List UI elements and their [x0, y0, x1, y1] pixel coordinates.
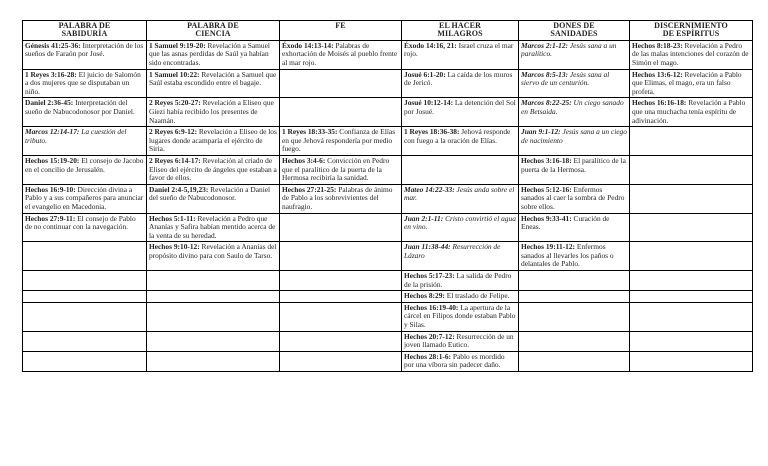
table-cell-ciencia — [147, 331, 280, 351]
passage-description: Revelación a Pedro de las malas intenciones del corazón de Simón el mago. — [632, 40, 749, 67]
scripture-reference: Éxodo 14:13-14: — [282, 40, 334, 50]
passage-description: Pablo es mordido por una víbora sin padecer daño. — [404, 351, 505, 370]
passage-description: Revelación a Eliseo que Giezi había recibido los presentes de Naamán. — [149, 98, 274, 125]
table-cell-discernimiento — [630, 40, 753, 69]
passage-description: La apertura de la cárcel en Filipos donde estaban Pablo y Silas. — [404, 302, 516, 330]
passage-description: Jesús sana a un ciego de nacimiento — [521, 127, 627, 145]
table-cell-sabiduria — [23, 302, 147, 331]
table-cell-fe — [280, 291, 402, 303]
passage-description: La salida de Pedro de la prisión. — [404, 271, 512, 289]
passage-description: La caída de los muros de Jericó. — [404, 69, 513, 88]
table-cell-sabiduria — [23, 127, 147, 156]
passage-description: Revelación al criado de Eliseo del ejército de ángeles que estaban a favor de ellos. — [149, 155, 277, 183]
table-body — [23, 40, 753, 371]
passage-description: Revelación a Pedro que Ananías y Safira habían mentido acerca de la venta de su heredad. — [149, 213, 276, 240]
scripture-reference: Hechos 9:10-12: — [149, 242, 200, 252]
table-cell-sanidades — [519, 213, 630, 242]
table-cell-fe — [280, 242, 402, 271]
scripture-reference: Juan 9:1-12: — [521, 127, 561, 137]
table-cell-sabiduria — [23, 184, 147, 213]
passage-description: Cristo convirtió el agua en vino. — [404, 213, 516, 232]
passage-description: Revelación a Pablo que una muchacha tenía espíritu de adivinación. — [632, 98, 746, 125]
table-cell-discernimiento — [630, 155, 753, 184]
passage-description: Interpretación de los sueños de Faraón por José. — [25, 40, 144, 59]
table-cell-milagros — [402, 40, 519, 69]
table-row — [23, 302, 753, 331]
passage-description: La cuestión del tributo. — [25, 127, 127, 145]
gifts-table-container — [22, 20, 752, 372]
table-cell-sabiduria — [23, 271, 147, 291]
scripture-reference: Hechos 16:9-10: — [25, 184, 76, 194]
scripture-reference: Hechos 8:29: — [404, 291, 445, 301]
scripture-reference: Daniel 2:4-5,19,23: — [149, 184, 209, 194]
table-cell-discernimiento — [630, 271, 753, 291]
table-row — [23, 291, 753, 303]
table-cell-sabiduria — [23, 351, 147, 371]
table-cell-ciencia — [147, 184, 280, 213]
table-cell-sanidades — [519, 98, 630, 127]
passage-description: Dirección divina a Pablo y a sus compañeros para anunciar el evangelio en Macedonia. — [25, 184, 144, 211]
column-header-line: SANIDADES — [550, 29, 598, 39]
table-row — [23, 242, 753, 271]
table-cell-sanidades — [519, 127, 630, 156]
header-row — [23, 21, 753, 41]
passage-description: Confianza de Elías en que Jehová respondería por medio fuego. — [282, 127, 396, 154]
table-cell-fe — [280, 98, 402, 127]
passage-description: Jehová responde con fuego a la oración de Elías. — [404, 127, 511, 145]
table-cell-fe — [280, 271, 402, 291]
passage-description: El juicio de Salomón a dos mujeres que se disputaban un niño. — [25, 69, 141, 96]
passage-description: Israel cruza el mar rojo. — [404, 40, 514, 59]
table-cell-sanidades — [519, 302, 630, 331]
column-header-discernimiento — [630, 21, 753, 41]
table-row — [23, 184, 753, 213]
table-cell-ciencia — [147, 271, 280, 291]
table-cell-fe — [280, 127, 402, 156]
scripture-reference: 2 Reyes 6:9-12: — [149, 127, 198, 137]
table-cell-ciencia — [147, 291, 280, 303]
passage-description: El consejo de Jacobo en el concilio de Jerusalén. — [25, 155, 144, 174]
scripture-reference: Hechos 27:9-11: — [25, 213, 76, 223]
table-cell-sanidades — [519, 69, 630, 98]
passage-description: Palabras de ánimo de Pablo a los sobrevivientes del naufragio. — [282, 184, 393, 211]
table-cell-ciencia — [147, 155, 280, 184]
table-cell-sabiduria — [23, 69, 147, 98]
table-cell-fe — [280, 155, 402, 184]
scripture-reference: 1 Reyes 18:36-38: — [404, 127, 460, 137]
scripture-reference: 2 Reyes 5:20-27: — [149, 98, 201, 108]
passage-description: Revelación a Ananías del propósito divino para con Saulo de Tarso. — [149, 242, 277, 260]
passage-description: Palabras de exhortación de Moisés al pueblo frente al mar rojo. — [282, 40, 398, 67]
column-header-line: MILAGROS — [437, 29, 483, 39]
scripture-reference: Juan 2:1-11: — [404, 213, 444, 223]
table-cell-fe — [280, 331, 402, 351]
passage-description: Interpretación del sueño de Nabucodonosor por Daniel. — [25, 98, 135, 116]
column-header-line: FE — [335, 21, 346, 30]
table-cell-sanidades — [519, 351, 630, 371]
scripture-reference: Génesis 41:25-36: — [25, 40, 81, 50]
passage-description: La detención del Sol por Josué. — [404, 98, 516, 116]
table-cell-ciencia — [147, 127, 280, 156]
passage-description: Un ciego sanado en Betsaida. — [521, 98, 624, 116]
spiritual-gifts-table — [22, 20, 753, 372]
table-cell-milagros — [402, 127, 519, 156]
table-cell-sabiduria — [23, 213, 147, 242]
table-cell-fe — [280, 213, 402, 242]
scripture-reference: Josué 6:1-20: — [404, 69, 446, 79]
table-cell-milagros — [402, 98, 519, 127]
scripture-reference: 1 Reyes 3:16-28: — [25, 69, 77, 79]
scripture-reference: Hechos 15:19-20: — [25, 155, 80, 165]
table-cell-sanidades — [519, 40, 630, 69]
table-cell-ciencia — [147, 302, 280, 331]
column-header-fe — [280, 21, 402, 41]
scripture-reference: Mateo 14:22-33: — [404, 184, 455, 194]
column-header-line: DONES DE — [553, 21, 595, 30]
column-header-line: SABIDURÍA — [61, 29, 108, 39]
table-row — [23, 98, 753, 127]
table-cell-sanidades — [519, 271, 630, 291]
passage-description: Revelación a Samuel que Saúl estaba escondido entre el bagaje. — [149, 69, 277, 88]
table-cell-ciencia — [147, 351, 280, 371]
table-cell-sabiduria — [23, 291, 147, 303]
table-cell-discernimiento — [630, 242, 753, 271]
scripture-reference: Hechos 20:7-12: — [404, 331, 455, 341]
scripture-reference: Hechos 5:1-11: — [149, 213, 196, 223]
table-cell-sanidades — [519, 155, 630, 184]
table-row — [23, 155, 753, 184]
table-cell-sabiduria — [23, 40, 147, 69]
scripture-reference: 1 Samuel 10:22: — [149, 69, 200, 79]
table-cell-discernimiento — [630, 291, 753, 303]
table-cell-sanidades — [519, 331, 630, 351]
table-row — [23, 331, 753, 351]
table-cell-discernimiento — [630, 127, 753, 156]
passage-description: Revelación a Samuel que las asnas perdidas de Saúl ya habían sido encontradas. — [149, 40, 270, 67]
table-cell-sanidades — [519, 291, 630, 303]
table-cell-milagros — [402, 213, 519, 242]
passage-description: Jesús sana al siervo de un centurión. — [521, 69, 610, 88]
column-header-sabiduria — [23, 21, 147, 41]
table-row — [23, 40, 753, 69]
scripture-reference: Hechos 3:4-6: — [282, 155, 326, 165]
table-cell-discernimiento — [630, 213, 753, 242]
scripture-reference: Marcos 8:22-25: — [521, 98, 572, 108]
passage-description: Revelación a Eliseo de los lugares donde acamparía el ejército de Siria. — [149, 127, 277, 154]
passage-description: Jesús anda sobre el mar. — [404, 184, 515, 203]
passage-description: Curación de Eneas. — [521, 213, 610, 232]
passage-description: El paralítico de la puerta de la Hermosa. — [521, 155, 626, 174]
scripture-reference: Hechos 9:33-41: — [521, 213, 572, 223]
scripture-reference: Juan 11:38-44: — [404, 242, 451, 252]
column-header-line: DISCERNIMIENTO — [654, 21, 728, 30]
passage-description: El traslado de Felipe. — [444, 291, 510, 301]
table-cell-discernimiento — [630, 184, 753, 213]
scripture-reference: Daniel 2:36-45: — [25, 98, 74, 108]
table-cell-fe — [280, 302, 402, 331]
table-cell-sabiduria — [23, 98, 147, 127]
table-cell-fe — [280, 69, 402, 98]
table-row — [23, 271, 753, 291]
table-cell-fe — [280, 184, 402, 213]
passage-description: Convicción en Pedro que el paralítico de la puerta de la Hermosa recibiría la sanidad. — [282, 155, 390, 183]
passage-description: Jesús sana a un paralítico. — [521, 40, 617, 59]
table-cell-sanidades — [519, 242, 630, 271]
column-header-ciencia — [147, 21, 280, 41]
scripture-reference: 1 Reyes 18:33-35: — [282, 127, 338, 137]
column-header-line: PALABRA DE — [187, 21, 239, 30]
passage-description: El consejo de Pablo de no continuar con la navegación. — [25, 213, 136, 232]
table-cell-milagros — [402, 331, 519, 351]
scripture-reference: Hechos 5:12-16: — [521, 184, 572, 194]
passage-description: Revelación a Pablo que Elimas, el mago, era un falso profeta. — [632, 69, 742, 96]
table-cell-discernimiento — [630, 302, 753, 331]
table-cell-ciencia — [147, 242, 280, 271]
passage-description: Revelación a Daniel del sueño de Nabucodonosor. — [149, 184, 271, 203]
column-header-milagros — [402, 21, 519, 41]
table-row — [23, 69, 753, 98]
scripture-reference: Josué 10:12-14: — [404, 98, 454, 108]
scripture-reference: Hechos 8:18-23: — [632, 40, 683, 50]
table-cell-sabiduria — [23, 155, 147, 184]
table-cell-milagros — [402, 302, 519, 331]
table-cell-milagros — [402, 184, 519, 213]
column-header-line: PALABRA DE — [58, 21, 111, 30]
passage-description: Enfermos sanados al caer la sombra de Pedro sobre ellos. — [521, 184, 625, 211]
table-cell-milagros — [402, 351, 519, 371]
table-cell-discernimiento — [630, 351, 753, 371]
scripture-reference: Hechos 5:17-23: — [404, 271, 455, 281]
scripture-reference: Hechos 16:19-40: — [404, 302, 459, 312]
column-header-sanidades — [519, 21, 630, 41]
table-cell-sanidades — [519, 184, 630, 213]
scripture-reference: 1 Samuel 9:19-20: — [149, 40, 206, 50]
table-cell-discernimiento — [630, 98, 753, 127]
scripture-reference: Hechos 3:16-18: — [521, 155, 572, 165]
table-cell-ciencia — [147, 40, 280, 69]
table-cell-ciencia — [147, 69, 280, 98]
table-cell-ciencia — [147, 98, 280, 127]
scripture-reference: Hechos 16:16-18: — [632, 98, 687, 108]
table-row — [23, 351, 753, 371]
column-header-line: EL HACER — [439, 21, 481, 30]
scripture-reference: Marcos 12:14-17: — [25, 127, 80, 137]
table-cell-milagros — [402, 155, 519, 184]
column-header-line: CIENCIA — [195, 29, 231, 39]
table-cell-sabiduria — [23, 331, 147, 351]
table-cell-ciencia — [147, 213, 280, 242]
scripture-reference: Marcos 8:5-13: — [521, 69, 569, 79]
table-cell-fe — [280, 40, 402, 69]
table-row — [23, 213, 753, 242]
table-cell-milagros — [402, 271, 519, 291]
scripture-reference: Marcos 2:1-12: — [521, 40, 569, 50]
table-cell-fe — [280, 351, 402, 371]
column-header-line: DE ESPÍRITUS — [662, 29, 720, 39]
scripture-reference: Hechos 27:21-25: — [282, 184, 337, 194]
scripture-reference: Hechos 13:6-12: — [632, 69, 683, 79]
scripture-reference: Hechos 19:11-12: — [521, 242, 575, 252]
passage-description: Resurrección de un joven llamado Eutico. — [404, 331, 514, 350]
scripture-reference: 2 Reyes 6:14-17: — [149, 155, 201, 165]
table-cell-milagros — [402, 69, 519, 98]
passage-description: Enfermos sanados al llevarles los paños o delantales de Pablo. — [521, 242, 614, 269]
passage-description: Resurrección de Lázaro — [404, 242, 501, 260]
table-cell-discernimiento — [630, 69, 753, 98]
table-cell-sabiduria — [23, 242, 147, 271]
table-cell-discernimiento — [630, 331, 753, 351]
table-cell-milagros — [402, 291, 519, 303]
scripture-reference: Hechos 28:1-6: — [404, 351, 452, 361]
scripture-reference: Éxodo 14:16, 21: — [404, 40, 457, 50]
table-cell-milagros — [402, 242, 519, 271]
table-row — [23, 127, 753, 156]
